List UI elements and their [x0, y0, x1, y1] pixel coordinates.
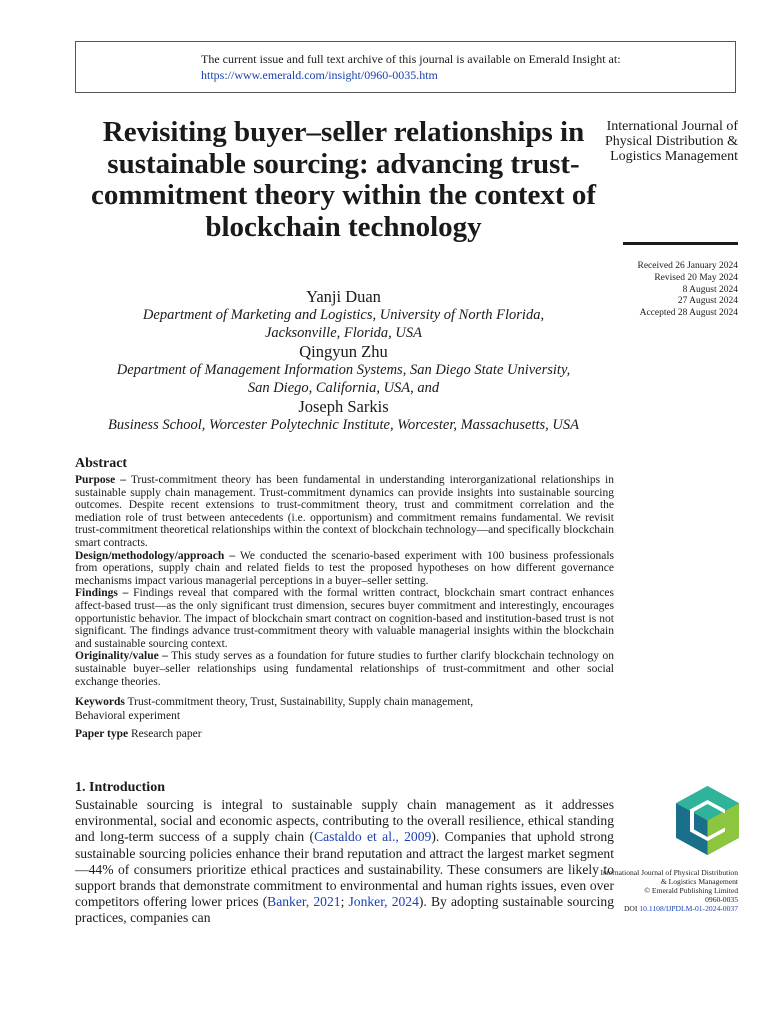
author-affiliation: Department of Management Information Systems, San Diego State University,	[116, 362, 571, 378]
intro-text-1: Sustainable sourcing is integral to sustainable supply chain management as it addresses environmental, social and economic aspects, contributing to the overall resilience, ethical standing and long-term success of a supply chain (	[75, 797, 614, 845]
doi-link[interactable]: 10.1108/IJPDLM-01-2024-0037	[639, 904, 738, 914]
notice-text: The current issue and full text archive of this journal is available on Emerald Insight at:	[201, 52, 621, 66]
doi-label: DOI	[623, 904, 638, 914]
author-name: Yanji Duan	[306, 287, 381, 306]
keywords-text: Trust-commitment theory, Trust, Sustainability, Supply chain management,	[127, 696, 474, 709]
publication-info	[593, 868, 738, 913]
abstract-purpose	[75, 474, 614, 550]
design-text: We conducted the scenario-based experiment with 100 business professionals from operations, supply chain and related fields to test the proposed hypotheses on how different governance mechanisms impact various managerial perceptions in a buyer–seller setting.	[75, 549, 614, 587]
findings-text: Findings reveal that compared with the formal written contract, blockchain smart contract enhances affect-based trust—as the only significant trust dimension, secures buyer commitment and interestingly, encourages opportunistic behavior. The impact of blockchain smart contract on cognition-based and institution-based trust is not significant. The findings advance trust-commitment theory with valuable managerial insights within the blockchain and sustainable sourcing context.	[75, 587, 614, 650]
citation-separator: ;	[340, 894, 349, 910]
abstract-design	[75, 550, 614, 588]
author-affiliation: Jacksonville, Florida, USA	[264, 325, 423, 341]
doi-line	[593, 904, 738, 913]
paper-type-label: Paper type	[75, 728, 129, 741]
citation-link[interactable]: Banker, 2021	[267, 894, 341, 910]
purpose-label: Purpose –	[75, 474, 127, 486]
journal-url-link[interactable]: https://www.emerald.com/insight/0960-0035.htm	[201, 68, 438, 82]
journal-notice-box	[75, 41, 736, 93]
findings-label: Findings –	[75, 587, 129, 600]
intro-text-3: ). By adopting sustainable sourcing practices, companies can	[75, 894, 614, 926]
revised-date-1: Revised 20 May 2024	[654, 272, 738, 283]
issn: 0960-0035	[705, 895, 738, 905]
journal-name-small: International Journal of Physical Distribution & Logistics Management	[600, 868, 738, 887]
abstract-findings	[75, 587, 614, 650]
author-list	[75, 287, 612, 434]
author-affiliation: Department of Marketing and Logistics, University of North Florida,	[142, 307, 545, 323]
journal-divider	[623, 242, 738, 245]
received-date: Received 26 January 2024	[637, 261, 738, 271]
keywords	[75, 695, 614, 709]
originality-text: This study serves as a foundation for future studies to further clarify blockchain technology on sustainable buyer–seller relationships using fundamental relationships of trust-commitment and other social exchange theories.	[75, 650, 614, 688]
paper-type	[75, 727, 614, 741]
keywords-continued: Behavioral experiment	[75, 710, 181, 723]
emerald-logo-icon	[676, 786, 739, 855]
revised-date-3: 27 August 2024	[677, 296, 738, 307]
intro-text-2: ). Companies that uphold strong sustainable sourcing policies enhance their brand reputation and attract the largest market segment—44% of consumers prioritize ethical practices and sustainability. These consumers are likely to support brands that demonstrate commitment to environmental and human rights issues, even over competitors offering lower prices (	[75, 829, 614, 910]
paper-type-value: Research paper	[131, 728, 202, 741]
paper-title: Revisiting buyer–seller relationships in sustainable sourcing: advancing trust-commitment theory within the context of blockchain technology	[91, 116, 596, 243]
accepted-date: Accepted 28 August 2024	[639, 308, 738, 319]
introduction-paragraph	[75, 797, 614, 927]
abstract-heading: Abstract	[75, 456, 128, 471]
keywords-label: Keywords	[75, 696, 125, 709]
citation-link[interactable]: Castaldo et al., 2009	[314, 829, 432, 845]
section-heading-introduction: 1. Introduction	[75, 780, 165, 795]
abstract-section	[75, 456, 614, 741]
design-label: Design/methodology/approach –	[75, 549, 236, 562]
journal-name: International Journal of Physical Distribution & Logistics Management	[605, 119, 738, 165]
author-affiliation: San Diego, California, USA, and	[247, 380, 440, 396]
citation-link[interactable]: Jonker, 2024	[348, 894, 419, 910]
author-name: Joseph Sarkis	[298, 397, 389, 416]
purpose-text: Trust-commitment theory has been fundamental in understanding interorganizational relationships in sustainable supply chain management. Trust-commitment dynamics can provide insights into sustainable sourcing outcomes. Despite recent extensions to trust-commitment theory, trust and commitment correlation and the mediation role of trust between antecedents (i.e. opportunism) and commitment remains fundamental. We revisit trust-commitment theoretical relationships within the context of blockchain technology—and specifically blockchain smart contracts.	[75, 474, 615, 549]
author-affiliation: Business School, Worcester Polytechnic Institute, Worcester, Massachusetts, USA	[107, 417, 580, 433]
revised-date-2: 8 August 2024	[682, 284, 738, 295]
author-name: Qingyun Zhu	[299, 342, 388, 361]
copyright: © Emerald Publishing Limited	[644, 886, 738, 896]
abstract-originality	[75, 650, 614, 688]
originality-label: Originality/value –	[75, 650, 168, 663]
